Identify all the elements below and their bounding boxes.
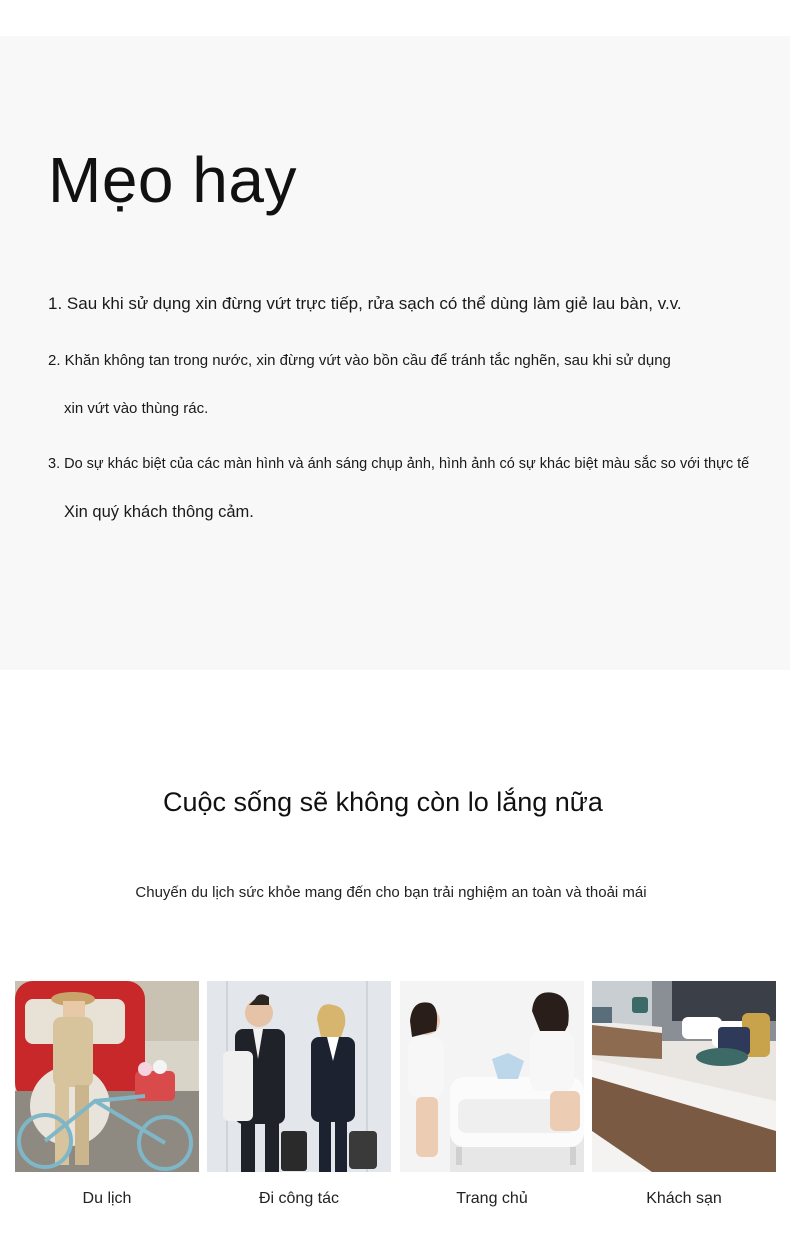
home-photo [400,981,584,1172]
tip-item-3: 3. Do sự khác biệt của các màn hình và ánh sáng chụp ảnh, hình ảnh có sự khác biệt màu sắc so với thực tế [48,456,750,472]
tips-title: Mẹo hay [48,144,297,216]
hotel-photo [592,981,776,1172]
life-subheading: Chuyến du lịch sức khỏe mang đến cho bạn trải nghiệm an toàn và thoải mái [135,884,647,901]
tip-item-1: 1. Sau khi sử dụng xin đừng vứt trực tiếp, rửa sạch có thể dùng làm giẻ lau bàn, v.v. [48,294,682,313]
tips-section [0,36,790,670]
scene-label-home: Trang chủ [456,1190,528,1207]
tip-item-2: 2. Khăn không tan trong nước, xin đừng vứt vào bồn cầu để tránh tắc nghẽn, sau khi sử dụng [48,352,671,369]
tip-item-3-continued: Xin quý khách thông cảm. [64,503,254,521]
scene-label-travel: Du lịch [82,1190,132,1207]
travel-photo [15,981,199,1172]
scene-label-business: Đi công tác [258,1190,340,1207]
scene-label-hotel: Khách sạn [646,1190,722,1207]
business-trip-photo [207,981,391,1172]
life-heading: Cuộc sống sẽ không còn lo lắng nữa [163,787,603,817]
tip-item-2-continued: xin vứt vào thùng rác. [64,400,209,417]
